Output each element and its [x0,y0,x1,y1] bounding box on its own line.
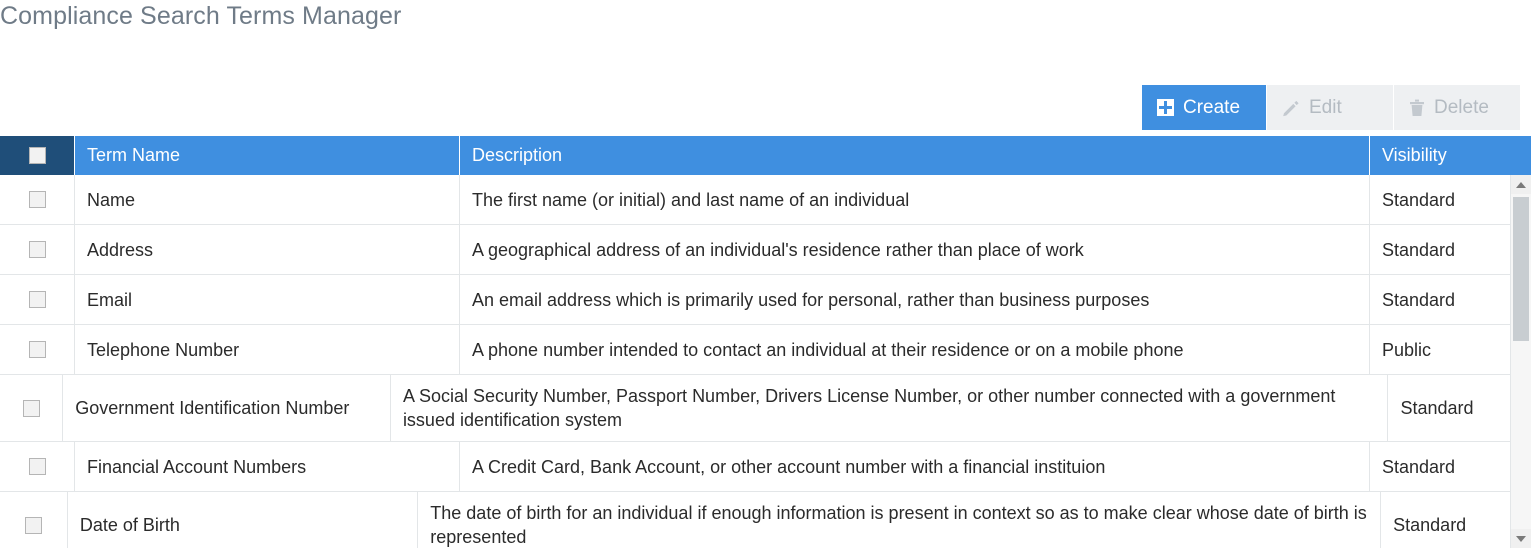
scrollbar-thumb[interactable] [1513,197,1529,341]
row-select-cell[interactable] [0,275,75,324]
table-row[interactable] [0,375,1510,442]
delete-button-label: Delete [1434,96,1489,118]
row-checkbox[interactable] [29,291,46,308]
scroll-down-arrow-icon[interactable] [1511,529,1531,548]
edit-button[interactable] [1267,85,1393,130]
grid-body-wrapper [0,175,1531,548]
table-row[interactable] [0,442,1510,492]
grid-toolbar [1142,85,1520,130]
select-all-header-cell[interactable] [0,136,75,175]
select-all-checkbox[interactable] [29,147,46,164]
column-header-description[interactable]: Description [460,136,1370,175]
cell-description: The date of birth for an individual if enough information is present in context so as to make clear whose date of birth is represented [418,492,1381,548]
delete-button[interactable] [1394,85,1520,130]
create-button-label: Create [1183,96,1241,118]
grid-body [0,175,1510,548]
row-select-cell[interactable] [0,325,75,374]
row-select-cell[interactable] [0,442,75,491]
row-checkbox[interactable] [29,241,46,258]
row-select-cell[interactable] [0,175,75,224]
trash-icon [1409,99,1425,117]
row-select-cell[interactable] [0,375,63,441]
cell-term-name: Address [75,225,460,274]
terms-grid [0,136,1531,548]
column-header-visibility[interactable]: Visibility [1370,136,1510,175]
row-checkbox[interactable] [25,517,42,534]
cell-term-name: Telephone Number [75,325,460,374]
table-row[interactable] [0,492,1510,548]
row-select-cell[interactable] [0,225,75,274]
pencil-icon [1282,99,1300,117]
cell-visibility: Standard [1382,289,1456,310]
scroll-up-arrow-icon[interactable] [1511,175,1531,194]
row-checkbox[interactable] [29,341,46,358]
grid-header-row [0,136,1531,175]
page-title: Compliance Search Terms Manager [0,2,402,30]
cell-visibility: Standard [1400,398,1474,418]
cell-visibility: Public [1382,339,1432,360]
cell-description: A phone number intended to contact an individual at their residence or on a mobile phone [460,325,1370,374]
table-row[interactable] [0,275,1510,325]
cell-term-name: Name [75,175,460,224]
cell-term-name: Government Identification Number [63,375,391,441]
table-row[interactable] [0,325,1510,375]
cell-description: A Social Security Number, Passport Number, Drivers License Number, or other number connected with a government issued identification system [391,375,1389,441]
header-scroll-gutter [1510,136,1531,175]
row-select-cell[interactable] [0,492,68,548]
cell-description: The first name (or initial) and last name of an individual [460,175,1370,224]
cell-visibility: Standard [1382,239,1456,260]
cell-term-name: Date of Birth [68,492,418,548]
cell-visibility: Standard [1393,515,1467,535]
cell-visibility: Standard [1382,189,1456,210]
plus-icon [1157,99,1174,116]
cell-description: An email address which is primarily used for personal, rather than business purposes [460,275,1370,324]
table-row[interactable] [0,175,1510,225]
row-checkbox[interactable] [29,458,46,475]
cell-description: A Credit Card, Bank Account, or other account number with a financial instituion [460,442,1370,491]
edit-button-label: Edit [1309,96,1342,118]
create-button[interactable] [1142,85,1266,130]
column-header-term-name[interactable]: Term Name [75,136,460,175]
table-row[interactable] [0,225,1510,275]
cell-term-name: Email [75,275,460,324]
row-checkbox[interactable] [29,191,46,208]
cell-visibility: Standard [1382,456,1456,477]
vertical-scrollbar[interactable] [1510,175,1531,548]
cell-description: A geographical address of an individual's residence rather than place of work [460,225,1370,274]
row-checkbox[interactable] [23,400,40,417]
cell-term-name: Financial Account Numbers [75,442,460,491]
